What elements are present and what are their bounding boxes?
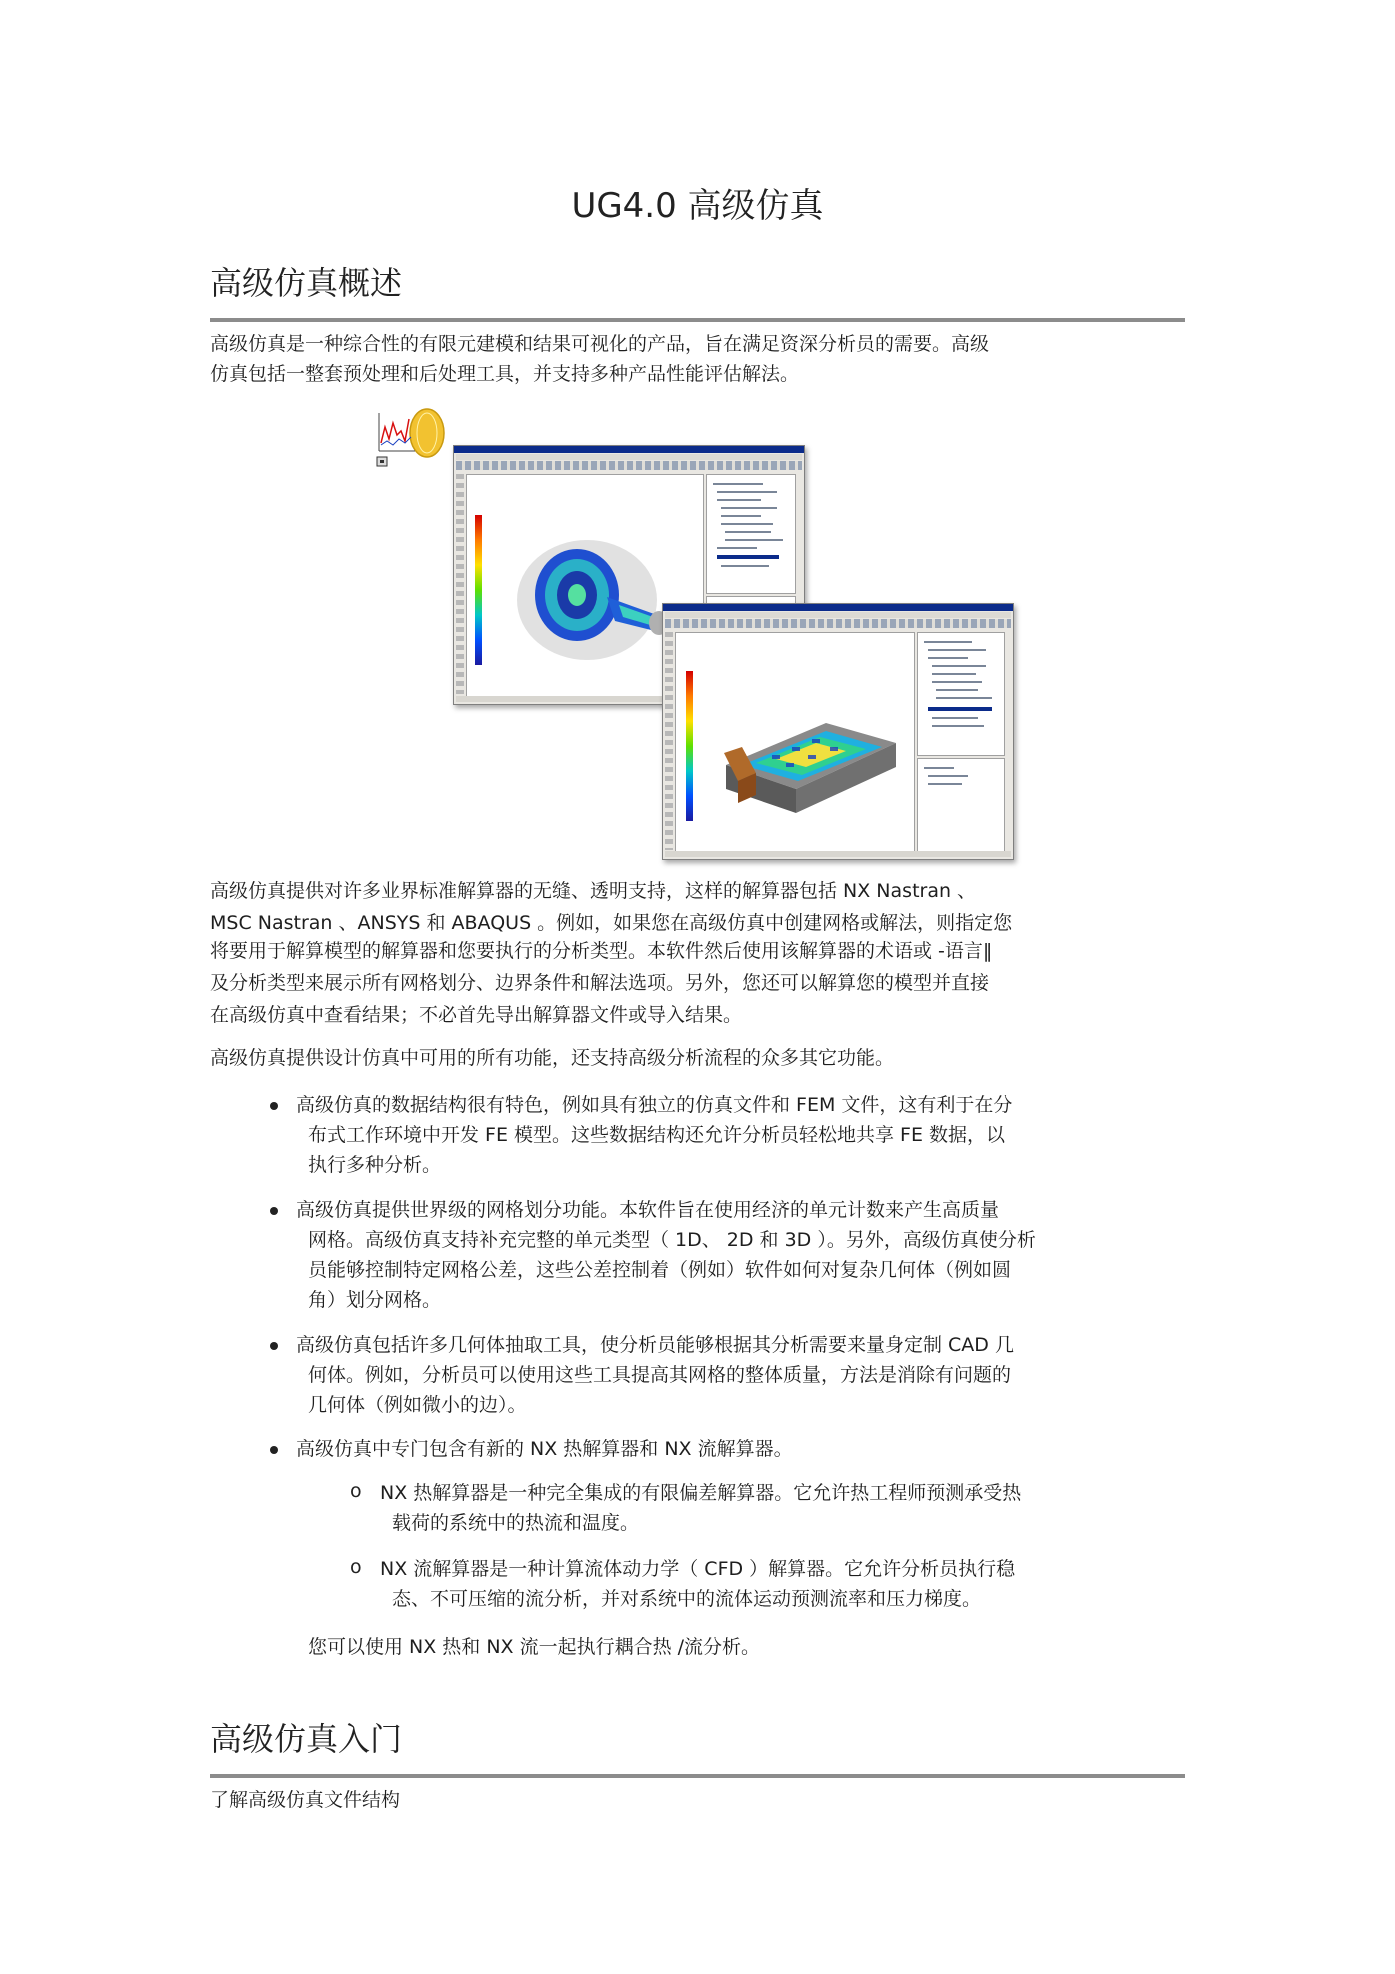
- bullet-marker: [270, 1102, 278, 1110]
- bullet-item-geometry: [296, 1330, 1014, 1420]
- solvers-paragraph: [210, 875, 1012, 1031]
- screenshot-window-front: [662, 603, 1014, 860]
- sub-bullet-line: NX 流解算器是一种计算流体动力学（ CFD ）解算器。它允许分析员执行稳: [380, 1558, 1016, 1580]
- features-intro: 高级仿真提供设计仿真中可用的所有功能，还支持高级分析流程的众多其它功能。: [210, 1047, 895, 1069]
- paragraph-line: MSC Nastran 、ANSYS 和 ABAQUS 。例如，如果您在高级仿真中创建网格或解法，则指定您: [210, 912, 1013, 934]
- sub-bullet-thermal: [380, 1478, 1021, 1538]
- sub-bullet-marker: o: [350, 1556, 362, 1578]
- intro-paragraph: [210, 329, 989, 389]
- bullet-item-data-structure: [296, 1090, 1012, 1180]
- document-title: UG4.0 高级仿真: [571, 186, 824, 226]
- sub-bullet-marker: o: [350, 1480, 362, 1502]
- bullet-item-solvers: [296, 1434, 793, 1464]
- bullet-line: 高级仿真中专门包含有新的 NX 热解算器和 NX 流解算器。: [296, 1438, 793, 1460]
- section-heading-overview: 高级仿真概述: [210, 264, 403, 302]
- bullet-item-meshing: [296, 1195, 1036, 1315]
- paragraph-line: 高级仿真提供对许多业界标准解算器的无缝、透明支持，这样的解算器包括 NX Nastran 、: [210, 880, 977, 902]
- bullet-line: 高级仿真的数据结构很有特色，例如具有独立的仿真文件和 FEM 文件，这有利于在分: [296, 1094, 1013, 1116]
- bullet-line: 高级仿真提供世界级的网格划分功能。本软件旨在使用经济的单元计数来产生高质量: [296, 1199, 1000, 1221]
- intro-line: 高级仿真是一种综合性的有限元建模和结果可视化的产品，旨在满足资深分析员的需要。高级: [210, 333, 990, 355]
- bullet-line: 几何体（例如微小的边）。: [308, 1394, 527, 1416]
- bullet-marker: [270, 1446, 278, 1454]
- coupled-analysis-note: 您可以使用 NX 热和 NX 流一起执行耦合热 /流分析。: [308, 1636, 761, 1658]
- sub-bullet-line: 载荷的系统中的热流和温度。: [392, 1512, 640, 1534]
- bullet-marker: [270, 1342, 278, 1350]
- bullet-line: 角）划分网格。: [308, 1289, 442, 1311]
- bullet-line: 员能够控制特定网格公差，这些公差控制着（例如）软件如何对复杂几何体（例如圆: [308, 1259, 1012, 1281]
- section-divider: [210, 1774, 1185, 1778]
- fea-enclosure-model-icon: [716, 703, 906, 823]
- section-heading-getting-started: 高级仿真入门: [210, 1720, 403, 1758]
- sub-bullet-flow: [380, 1554, 1015, 1614]
- software-screenshots-figure: [375, 405, 1015, 865]
- bullet-line: 何体。例如，分析员可以使用这些工具提高其网格的整体质量，方法是消除有问题的: [308, 1364, 1012, 1386]
- bullet-marker: [270, 1207, 278, 1215]
- paragraph-line: 及分析类型来展示所有网格划分、边界条件和解法选项。另外，您还可以解算您的模型并直接: [210, 972, 990, 994]
- sub-bullet-line: NX 热解算器是一种完全集成的有限偏差解算器。它允许热工程师预测承受热: [380, 1482, 1022, 1504]
- sub-bullet-line: 态、不可压缩的流分析，并对系统中的流体运动预测流率和压力梯度。: [392, 1588, 982, 1610]
- paragraph-line: 在高级仿真中查看结果；不必首先导出解算器文件或导入结果。: [210, 1004, 743, 1026]
- subsection-file-structure: 了解高级仿真文件结构: [210, 1789, 401, 1811]
- bullet-line: 高级仿真包括许多几何体抽取工具，使分析员能够根据其分析需要来量身定制 CAD 几: [296, 1334, 1014, 1356]
- bullet-line: 网格。高级仿真支持补充完整的单元类型（ 1D、 2D 和 3D ）。另外，高级仿真使分析: [308, 1229, 1036, 1251]
- product-logo-icon: [375, 405, 445, 467]
- paragraph-line: 将要用于解算模型的解算器和您要执行的分析类型。本软件然后使用该解算器的术语或 -语言‖: [210, 940, 993, 962]
- bullet-line: 布式工作环境中开发 FE 模型。这些数据结构还允许分析员轻松地共享 FE 数据，以: [308, 1124, 1006, 1146]
- intro-line: 仿真包括一整套预处理和后处理工具，并支持多种产品性能评估解法。: [210, 363, 800, 385]
- section-divider: [210, 318, 1185, 322]
- bullet-line: 执行多种分析。: [308, 1154, 442, 1176]
